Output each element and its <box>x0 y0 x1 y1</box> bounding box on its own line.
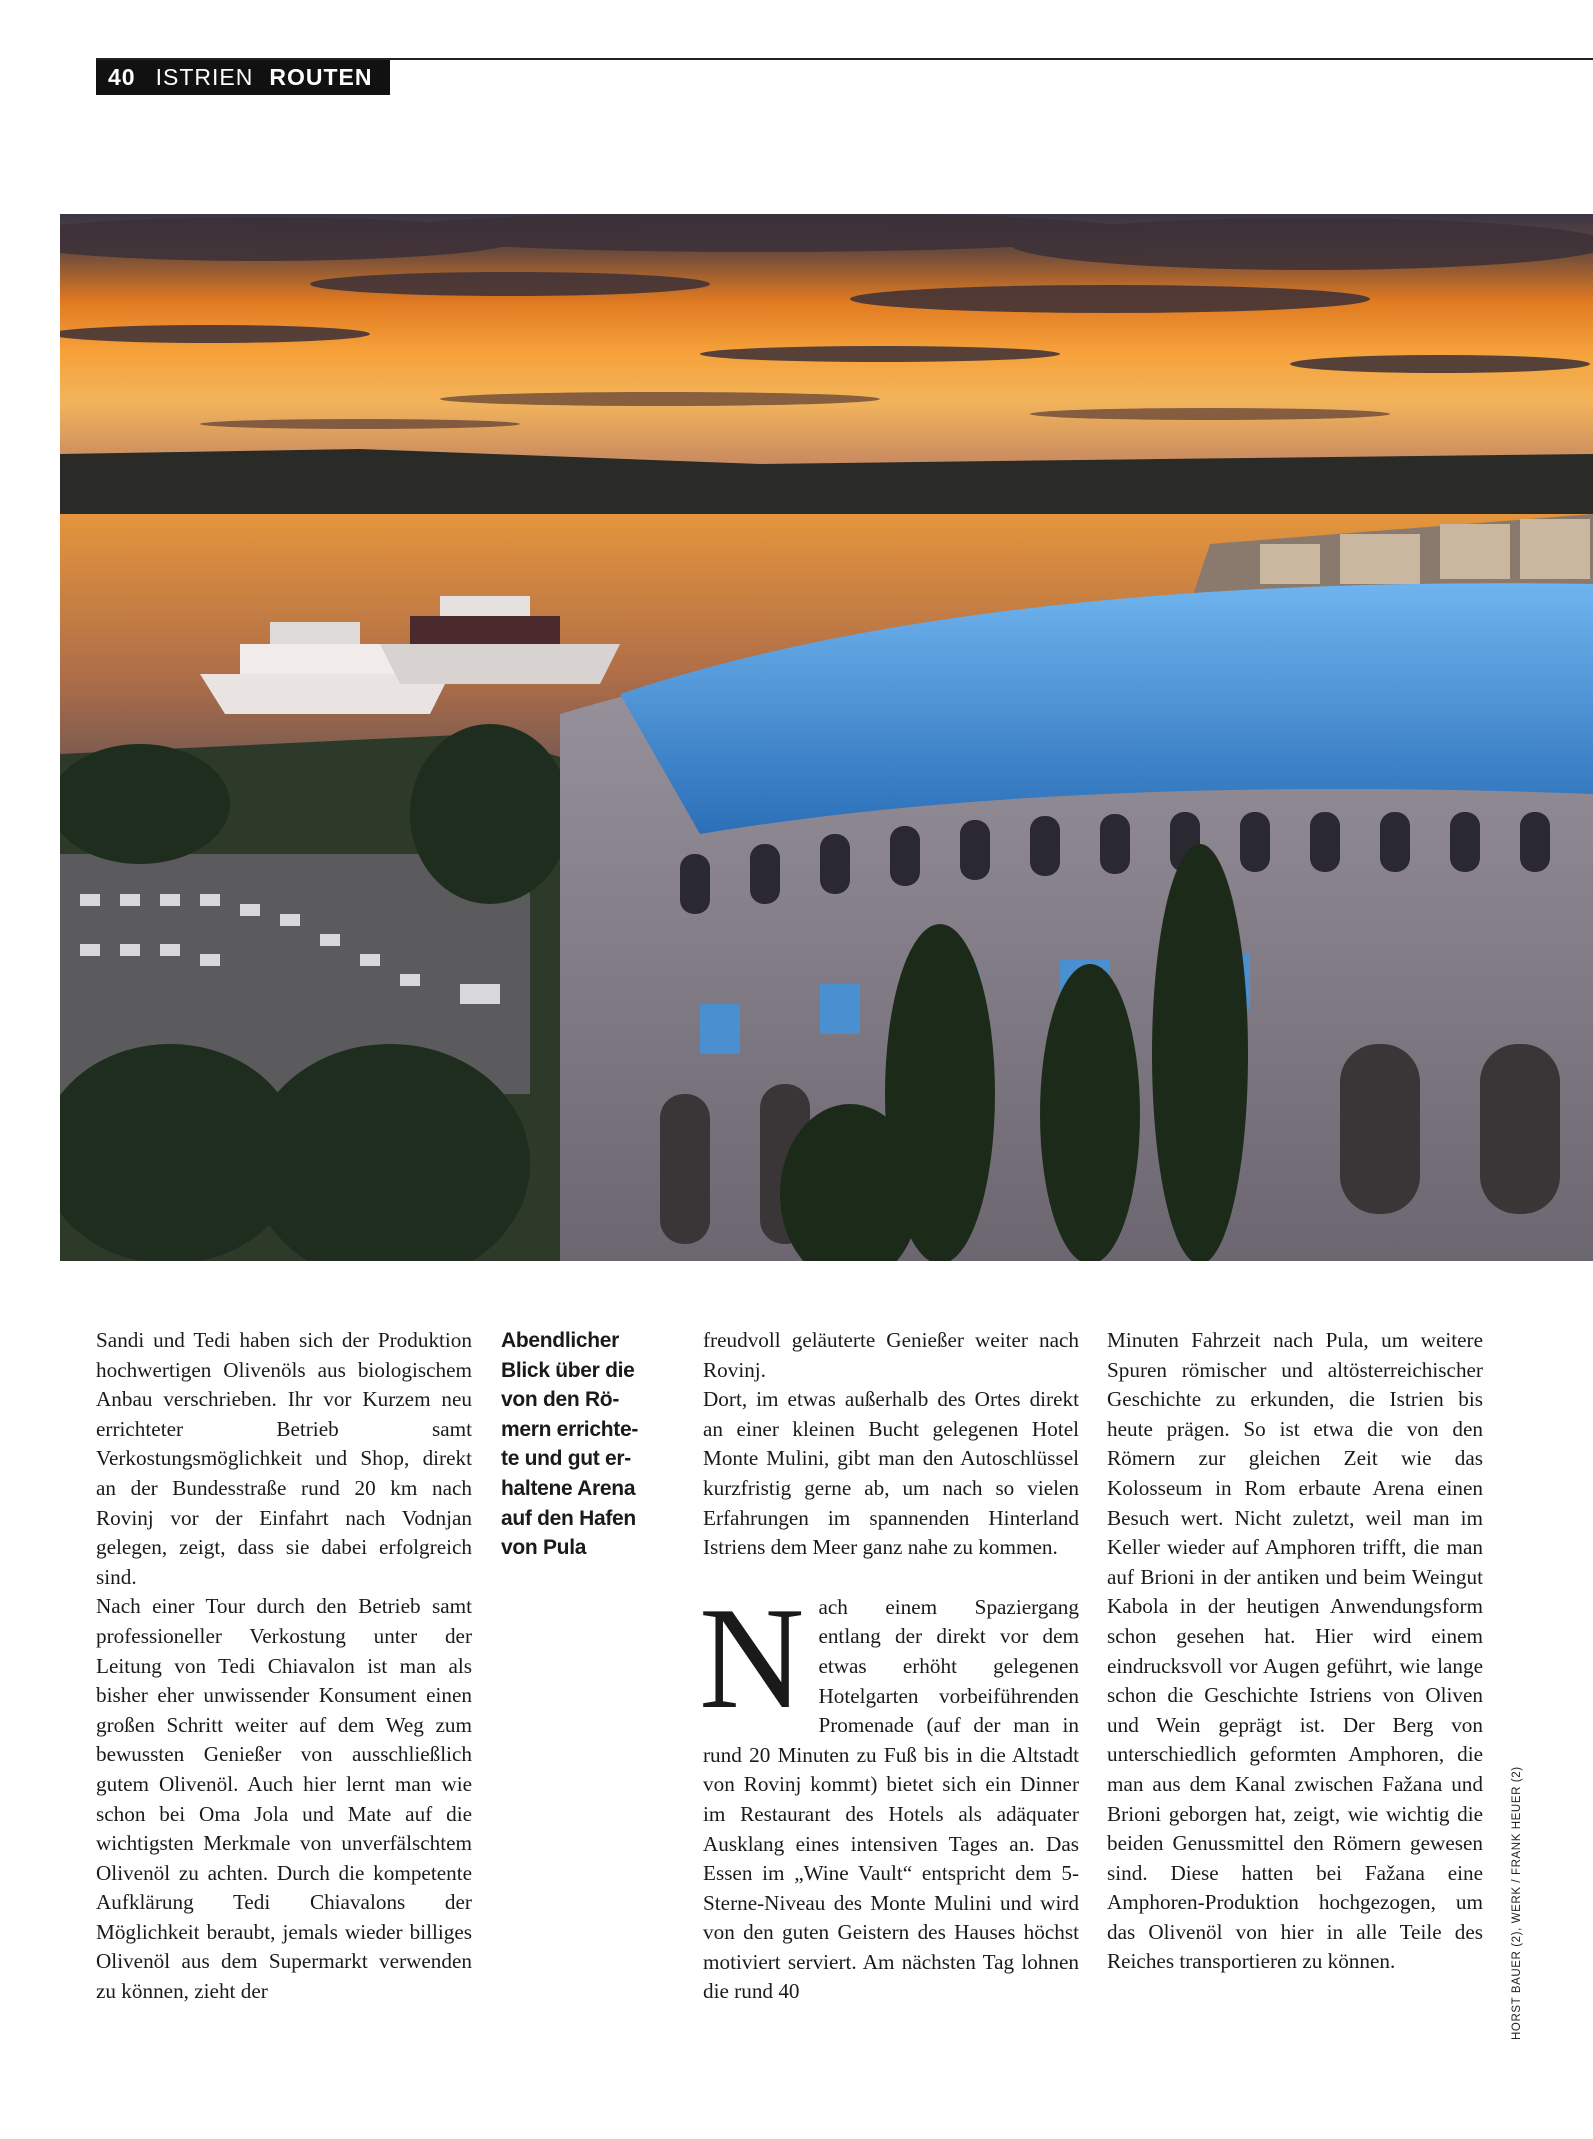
page-number: 40 <box>108 64 136 90</box>
photo-caption <box>501 1326 653 1563</box>
page-header <box>96 60 390 95</box>
paragraph: Dort, im etwas außerhalb des Ortes direkt an einer kleinen Bucht gelegenen Hotel Monte Mulini, gibt man den Autoschlüssel kurzfristig gerne ab, um nach so vielen Erfahrungen im spannenden Hinterland Istriens dem Meer ganz nahe zu kommen. <box>703 1387 1079 1560</box>
text-column-1 <box>96 1326 472 2007</box>
caption-line: haltene Arena <box>501 1476 636 1500</box>
caption-line: von den Rö- <box>501 1388 620 1412</box>
paragraph: freudvoll geläuterte Genießer weiter nach Rovinj. <box>703 1328 1079 1382</box>
arena-photo-illustration <box>60 214 1593 1261</box>
caption-line: von Pula <box>501 1536 587 1560</box>
photo-credit: HORST BAUER (2), WERK / FRANK HEUER (2) <box>1511 1766 1523 2040</box>
text-column-4 <box>1107 1326 1483 1977</box>
text-column-3 <box>699 1326 1079 2007</box>
paragraph: ach einem Spaziergang entlang der direkt vor dem etwas erhöht gelegenen Hotelgarten vorbeiführenden Promenade (auf der man in rund 20 Minuten zu Fuß bis in die Altstadt von Rovinj kommt) bietet sich ein Dinner im Restaurant des Hotels als adäquater Ausklang eines intensiven Tages an. Das Essen im „Wine Vault“ entspricht dem 5-Sterne-Niveau des Monte Mulini und wird von den guten Geistern des Hauses höchst motiviert serviert. Am nächsten Tag lohnen die rund 40 <box>703 1594 1079 2004</box>
caption-line: mern errichte- <box>501 1417 639 1441</box>
arena-photo <box>60 214 1593 1261</box>
caption-line: auf den Hafen <box>501 1506 636 1530</box>
dropcap-paragraph <box>699 1576 1079 2007</box>
caption-line: Blick über die <box>501 1358 635 1382</box>
paragraph: Minuten Fahrzeit nach Pula, um weitere Spuren römischer und altösterreichischer Geschichte zu erkunden, die Istrien bis heute prägen. So ist etwa die von den Römern zur gleichen Zeit wie das Kolosseum in Rom erbaute Arena einen Besuch wert. Nicht zuletzt, weil man im Keller wieder auf Amphoren trifft, die man auf Brioni in der antiken und beim Weingut Kabola in der heutigen Anwendungsform schon gesehen hat. Hier wird einem eindrucksvoll vor Augen geführt, wie lange schon die Geschichte Istriens von Oliven und Wein geprägt ist. Der Berg von unterschiedlich geformten Amphoren, die man aus dem Kanal zwischen Fažana und Brioni geborgen hat, zeigt, wie wichtig die beiden Genussmittel den Römern gewesen sind. Diese hatten bei Fažana eine Amphoren-Produktion hochgezogen, um das Olivenöl von hier in alle Teile des Reiches transportieren zu können. <box>1107 1328 1483 1974</box>
caption-line: Abendlicher <box>501 1329 620 1352</box>
section-label: ISTRIEN <box>155 64 254 90</box>
subsection-label: ROUTEN <box>269 64 373 90</box>
paragraph: Sandi und Tedi haben sich der Produktion hochwertigen Olivenöls aus biologischem Anbau verschrieben. Ihr vor Kurzem neu errichteter Betrieb samt Verkostungsmöglichkeit und Shop, direkt an der Bundesstraße rund 20 km nach Rovinj vor der Einfahrt nach Vodnjan gelegen, zeigt, dass sie dabei erfolgreich sind. <box>96 1328 472 1589</box>
drop-cap: N <box>699 1576 805 1739</box>
paragraph: Nach einer Tour durch den Betrieb samt professioneller Verkostung unter der Leitung von Tedi Chiavalon ist man als bisher eher unwissender Konsument einen großen Schritt weiter auf dem Weg zum bewussten Genießer von ausschließlich gutem Olivenöl. Auch hier lernt man wie schon bei Oma Jola und Mate auf die wichtigsten Merkmale von unverfälschtem Olivenöl zu achten. Durch die kompetente Aufklärung Tedi Chiavalons der Möglichkeit beraubt, jemals wieder billiges Olivenöl aus dem Supermarkt verwenden zu können, zieht der <box>96 1594 472 2004</box>
caption-line: te und gut er- <box>501 1447 631 1471</box>
